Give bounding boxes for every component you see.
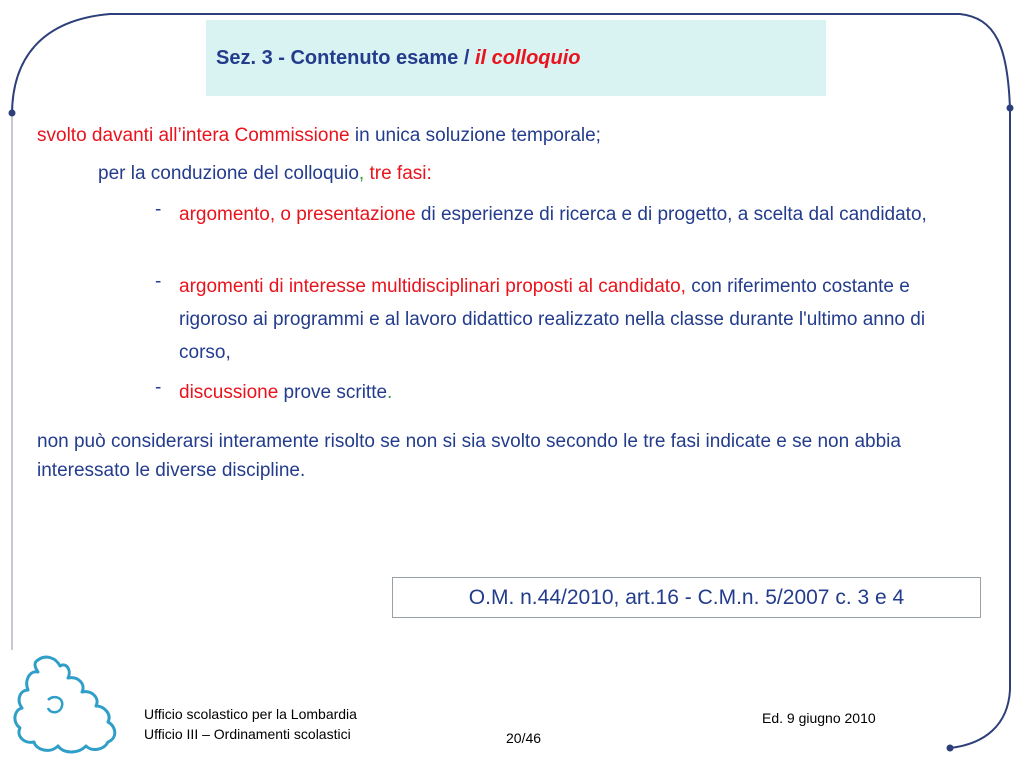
p1-text: in unica soluzione temporale; [349,125,601,146]
frame-dot-bottom [947,745,954,752]
title-box [206,20,826,96]
page-number: 20/46 [506,730,542,746]
item-text: prove scritte [278,382,388,403]
footer-office-line1: Ufficio scolastico per la Lombardia [144,706,357,722]
frame-dot-right [1007,105,1014,112]
title-main: Sez. 3 - Contenuto esame / [216,46,475,69]
paragraph-commission [37,124,601,147]
lombardia-map-logo [8,650,126,762]
reference-text: O.M. n.44/2010, art.16 - C.M.n. 5/2007 c. 3 e 4 [468,585,905,609]
item-text: con riferimento costante e rigoroso ai programmi e al lavoro didattico realizzato nella classe durante l'ultimo anno di corso, [179,276,926,363]
p2-highlight: tre fasi: [364,163,432,184]
list-dash: - [155,271,162,292]
p2-text: per la conduzione del colloquio [98,163,359,184]
reference-box [392,577,981,618]
item-highlight: argomenti di interesse multidisciplinari proposti al candidato, [179,276,686,297]
item-text: di esperienze di ricerca e di progetto, a scelta dal candidato, [415,204,927,225]
list-item [155,376,955,409]
footer-office [144,704,357,744]
page-title [216,47,581,70]
paragraph-phases [98,162,432,185]
footer-office-line2: Ufficio III – Ordinamenti scolastici [144,726,351,742]
paragraph-conclusion: non può considerarsi interamente risolto se non si sia svolto secondo le tre fasi indicate e se non abbia interessato le diverse discipline. [37,431,901,481]
frame-dot-left [9,110,16,117]
list-dash: - [155,199,162,220]
item-highlight: argomento, o presentazione [179,204,416,225]
title-emphasis: il colloquio [474,46,581,69]
p2-comma: , [358,163,365,184]
list-item [155,198,955,231]
item-highlight: discussione [179,382,279,403]
p1-highlight: svolto davanti all’intera Commissione [37,125,350,146]
list-item [155,270,955,369]
edition-date: Ed. 9 giugno 2010 [762,710,876,726]
list-dash: - [155,377,162,398]
item-period: . [387,382,393,403]
